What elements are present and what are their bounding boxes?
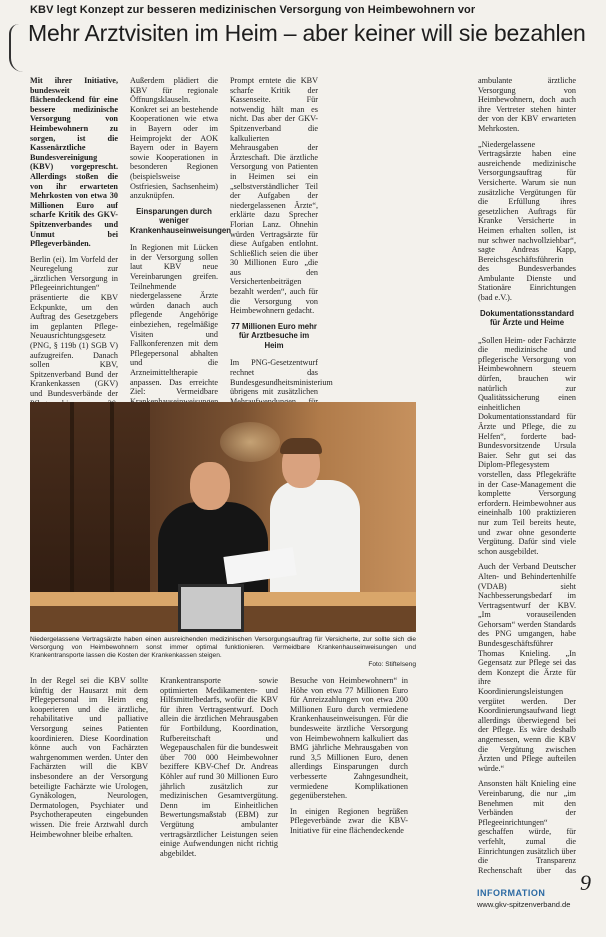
body-paragraph: Ansonsten hält Knieling eine Vereinbarung, die nur „im Benehmen mit den Verbänden der Pflegeeinrichtungen“ geschaffen würde, für verfehlt, zumal die Einrichtungen zusätzlich über die Transparenz Rechenschaft über das bbox=[478, 779, 576, 875]
decorative-hook bbox=[9, 24, 25, 72]
article-photo bbox=[30, 402, 416, 632]
body-paragraph: Im PNG-Gesetzentwurf rechnet das Bundesgesundheitsministerium übrigens mit zusätzlichen bbox=[230, 358, 333, 397]
body-paragraph: In Regionen mit Lücken in der Versorgung sollen laut KBV neue Vereinbarungen greifen. Teilnehmende niedergelassene Ärzte würden danach auch pflegende Angehörige einbeziehen, regelmäßige Visiten und Fallkonferenzen mit dem Pflegepersonal abhalten und die Arzneimitteltherapie anpassen. Das erreichte Ziel: Vermeidbare bbox=[130, 243, 218, 397]
subheading: 77 Millionen Euro mehr für Arztbesuche im Heim bbox=[231, 321, 317, 350]
computer-monitor bbox=[178, 584, 244, 632]
column-1 bbox=[30, 76, 118, 396]
body-paragraph: Besuche von Heimbewohnern“ in Höhe von etwa 77 Millionen Euro für Anreizzahlungen von etwa 200 Millionen Euro durch vermiedene Krankenhauseinweisungen. Für die bundesweite ärztliche Versorgung von Heimbewohnern kalkuliert das BMG jährliche Mehrausgaben von rund 3,5 Millionen Euro, denen allerdings Einsparungen durch verbesserte Zahngesundheit, vermiedene Komplikationen gegenüberstehen. bbox=[290, 676, 408, 801]
info-box bbox=[477, 888, 570, 909]
body-paragraph: Berlin (ei). Im Vorfeld der Neuregelung zur „ärztlichen Versorgung in Pflegeeinrichtungen“ präsentierte die KBV Eckpunkte, um den Auftrag des Gesetzgebers im geplanten Pflege-Neuausrichtungsgesetz (PNG, § 119b (1) SGB V) aufzugreifen. Danach sollen KBV, Spitzenverband Bund der Krankenkassen (GKV) und Bundesverbände der bbox=[30, 254, 118, 398]
article-headline: Mehr Arztvisiten im Heim – aber keiner will sie bezahlen bbox=[28, 20, 586, 46]
subheading: Dokumentationsstandard für Ärzte und Heime bbox=[479, 308, 574, 328]
body-paragraph: „Niedergelassene Vertragsärzte haben eine ausreichende medizinische Versorgungsauftrag für Versicherte. Warum sie nun zusätzliche Vergütungen für die Erfüllung ihres gesetzlichen Auftrags für Kranke Versicherte in Heimen erhalten sollen, ist nur schwer nachvollziehbar“, sagte Andreas Kapp, Bereichsgeschäftsführerin des Bundesverbandes Ambulante Dienste und Stationäre Einrichtungen (bad e.V.). bbox=[478, 139, 576, 303]
column-5 bbox=[30, 676, 148, 886]
page-mark: 9 bbox=[580, 870, 591, 895]
subheading: Einsparungen durch weniger Krankenhauseinweisungen bbox=[130, 206, 231, 235]
column-6 bbox=[160, 676, 278, 886]
body-paragraph: In einigen Regionen begrüßen Pflegeverbände zwar die KBV-Initiative für eine flächendeckende bbox=[290, 806, 408, 835]
body-paragraph: Prompt erntete die KBV scharfe Kritik der Kassenseite. Für notwendig hält man es nicht. Das aber der GKV-Spitzenverband die kalkulierten Mehrausgaben der Ärzteschaft. Die ärztliche Versorgung von Patienten in Heimen sei ein „selbstverständlicher Teil der Aufgaben der niedergelassenen Ärzte“, erklärte dazu Sprecher Florian Lanz. Ohnehin würden Vertragsärzte für diese Aufgaben entlohnt. Schließlich seien die über 30 Millionen Euro „die aus den Versichertenbeiträgen bezahlt werden“, auch für die Versorgung von Heimbewohnern gedacht. bbox=[230, 76, 318, 316]
body-paragraph: In der Regel sei die KBV sollte künftig der Hausarzt mit dem Pflegepersonal im Heim eng kooperieren und die ärztliche, rehabilitative und palliative Versorgung seines Patienten koordinieren. Diese Koordination könne auch von Fachärzten wahrgenommen werden. Unter den Fachärzten will die KBV insbesondere an der Versorgung beteiligte Fachärzte wie Urologen, Gynäkologen, Neurologen, Dermatologen, Psychiater und Psychotherapeuten eingebunden wissen. Die freie Arztwahl durch Heimbewohner bleibe erhalten. bbox=[30, 676, 148, 839]
person-head bbox=[190, 462, 230, 510]
article-kicker: KBV legt Konzept zur besseren medizinischen Versorgung von Heimbewohnern vor bbox=[30, 4, 476, 16]
info-title: INFORMATION bbox=[477, 888, 546, 898]
photo-credit: Foto: Stiftelseng bbox=[368, 660, 416, 668]
body-paragraph: Krankentransporte sowie optimierten Medikamenten- und Hilfsmittelbedarfs, wofür die KBV für ihren Vertragsentwurf. Doch allein die ärztlichen Mehrausgaben für Fortbildung, Koordination, Rufbereitschaft und Wegepauschalen für die bundesweit über 700 000 Heimbewohner beziffere KBV-Chef Dr. Andreas Köhler auf rund 30 Millionen Euro jährlich zusätzlich zur medizinischen Gesamtvergütung. Denn im Einheitlichen Bewertungsmaßstab (EBM) zur Vergütung ambulanter vertragsärztlicher Leistungen seien einige Aufwendungen nicht richtig abgebildet. bbox=[160, 676, 278, 858]
lead-paragraph: Mit ihrer Initiative, bundesweit flächendeckend für eine bessere medizinische Versorgung von Heimbewohnern zu sorgen, ist die Kassenärztliche Bundesvereinigung (KBV) vorgeprescht. Allerdings stoßen die von ihr erwarteten Mehrkosten von etwa 30 Millionen Euro auf scharfe Kritik des GKV-Spitzenverbandes und Unmut bei Pflegeverbänden. bbox=[30, 76, 118, 249]
body-paragraph: ambulante ärztliche Versorgung von Heimbewohnern, doch auch ihre Vertreter stehen hinter der von der KBV erwarteten Mehrkosten. bbox=[478, 76, 576, 133]
column-2 bbox=[130, 76, 231, 397]
body-paragraph: „Sollen Heim- oder Fachärzte die medizinische und pflegerische Versorgung von Heimbewohnern steuern dürfen, brauchen wir natürlich zur Qualitätssicherung einen einheitlichen Dokumentationsstandard für Ärzte und Pflege, die zu Helfen“, forderte bad-Bundesvorsitzende Ursula Baier. Sehr gut sei das Diplom-Pflegesystem vorstellen, dass Pflegekräfte in der Case-Management die komplette Versorgung erfordern. Heimbewohner aus eineinhalb 100 praktizieren nur zum Teil bereits heute, und zwar ohne gesonderte Vergütung. Dafür sind viele schon ausgebildet. bbox=[478, 335, 576, 556]
body-paragraph: Außerdem plädiert die KBV für regionale Öffnungsklauseln. Konkret sei an bestehende Kooperationen wie etwa in Bayern oder im Heimprojekt der AOK Bayern oder in Bayern sowie Kooperationen in besonderen Regionen (beispielsweise Ostfriesien, Sachsenheim) anzuknüpfen. bbox=[130, 76, 218, 201]
column-4 bbox=[478, 76, 576, 876]
column-7 bbox=[290, 676, 408, 926]
caption-text: Niedergelassene Vertragsärzte haben einen ausreichenden medizinischen Versorgungsauftrag für Versicherte, zur sollte sich die Versorgung von Heimbewohnern sonst immer optimal funktionieren. Vermeidbare Krankenhauseinweisungen und Krankentransporte lassen die Kosten der Krankenkassen steigen. bbox=[30, 636, 416, 660]
photo-caption bbox=[30, 636, 416, 669]
lamp-glow bbox=[220, 422, 280, 462]
body-paragraph: Auch der Verband Deutscher Alten- und Behindertenhilfe (VDAB) sieht Nachbesserungsbedarf im Vertragsentwurf der KBV. „Im vorauseilenden Gehorsam“ werden Standards des PNG umgangen, habe Bundesgeschäftsführer Thomas Knieling. „In Gegensatz zur Pflege sei das dem Konzept die Ärzte für ihre Koordinierungsleistungen vergütet werden. Der Koordinierungsaufwand liegt allerdings überwiegend bei der Pflege. Es wäre deshalb angemessen, wenn die KBV die Vergütung zwischen Ärzten und Pflege aufteilen würde.“ bbox=[478, 562, 576, 773]
column-3 bbox=[230, 76, 333, 397]
info-url[interactable]: www.gkv-spitzenverband.de bbox=[477, 900, 571, 909]
doctor-hair bbox=[280, 438, 322, 454]
